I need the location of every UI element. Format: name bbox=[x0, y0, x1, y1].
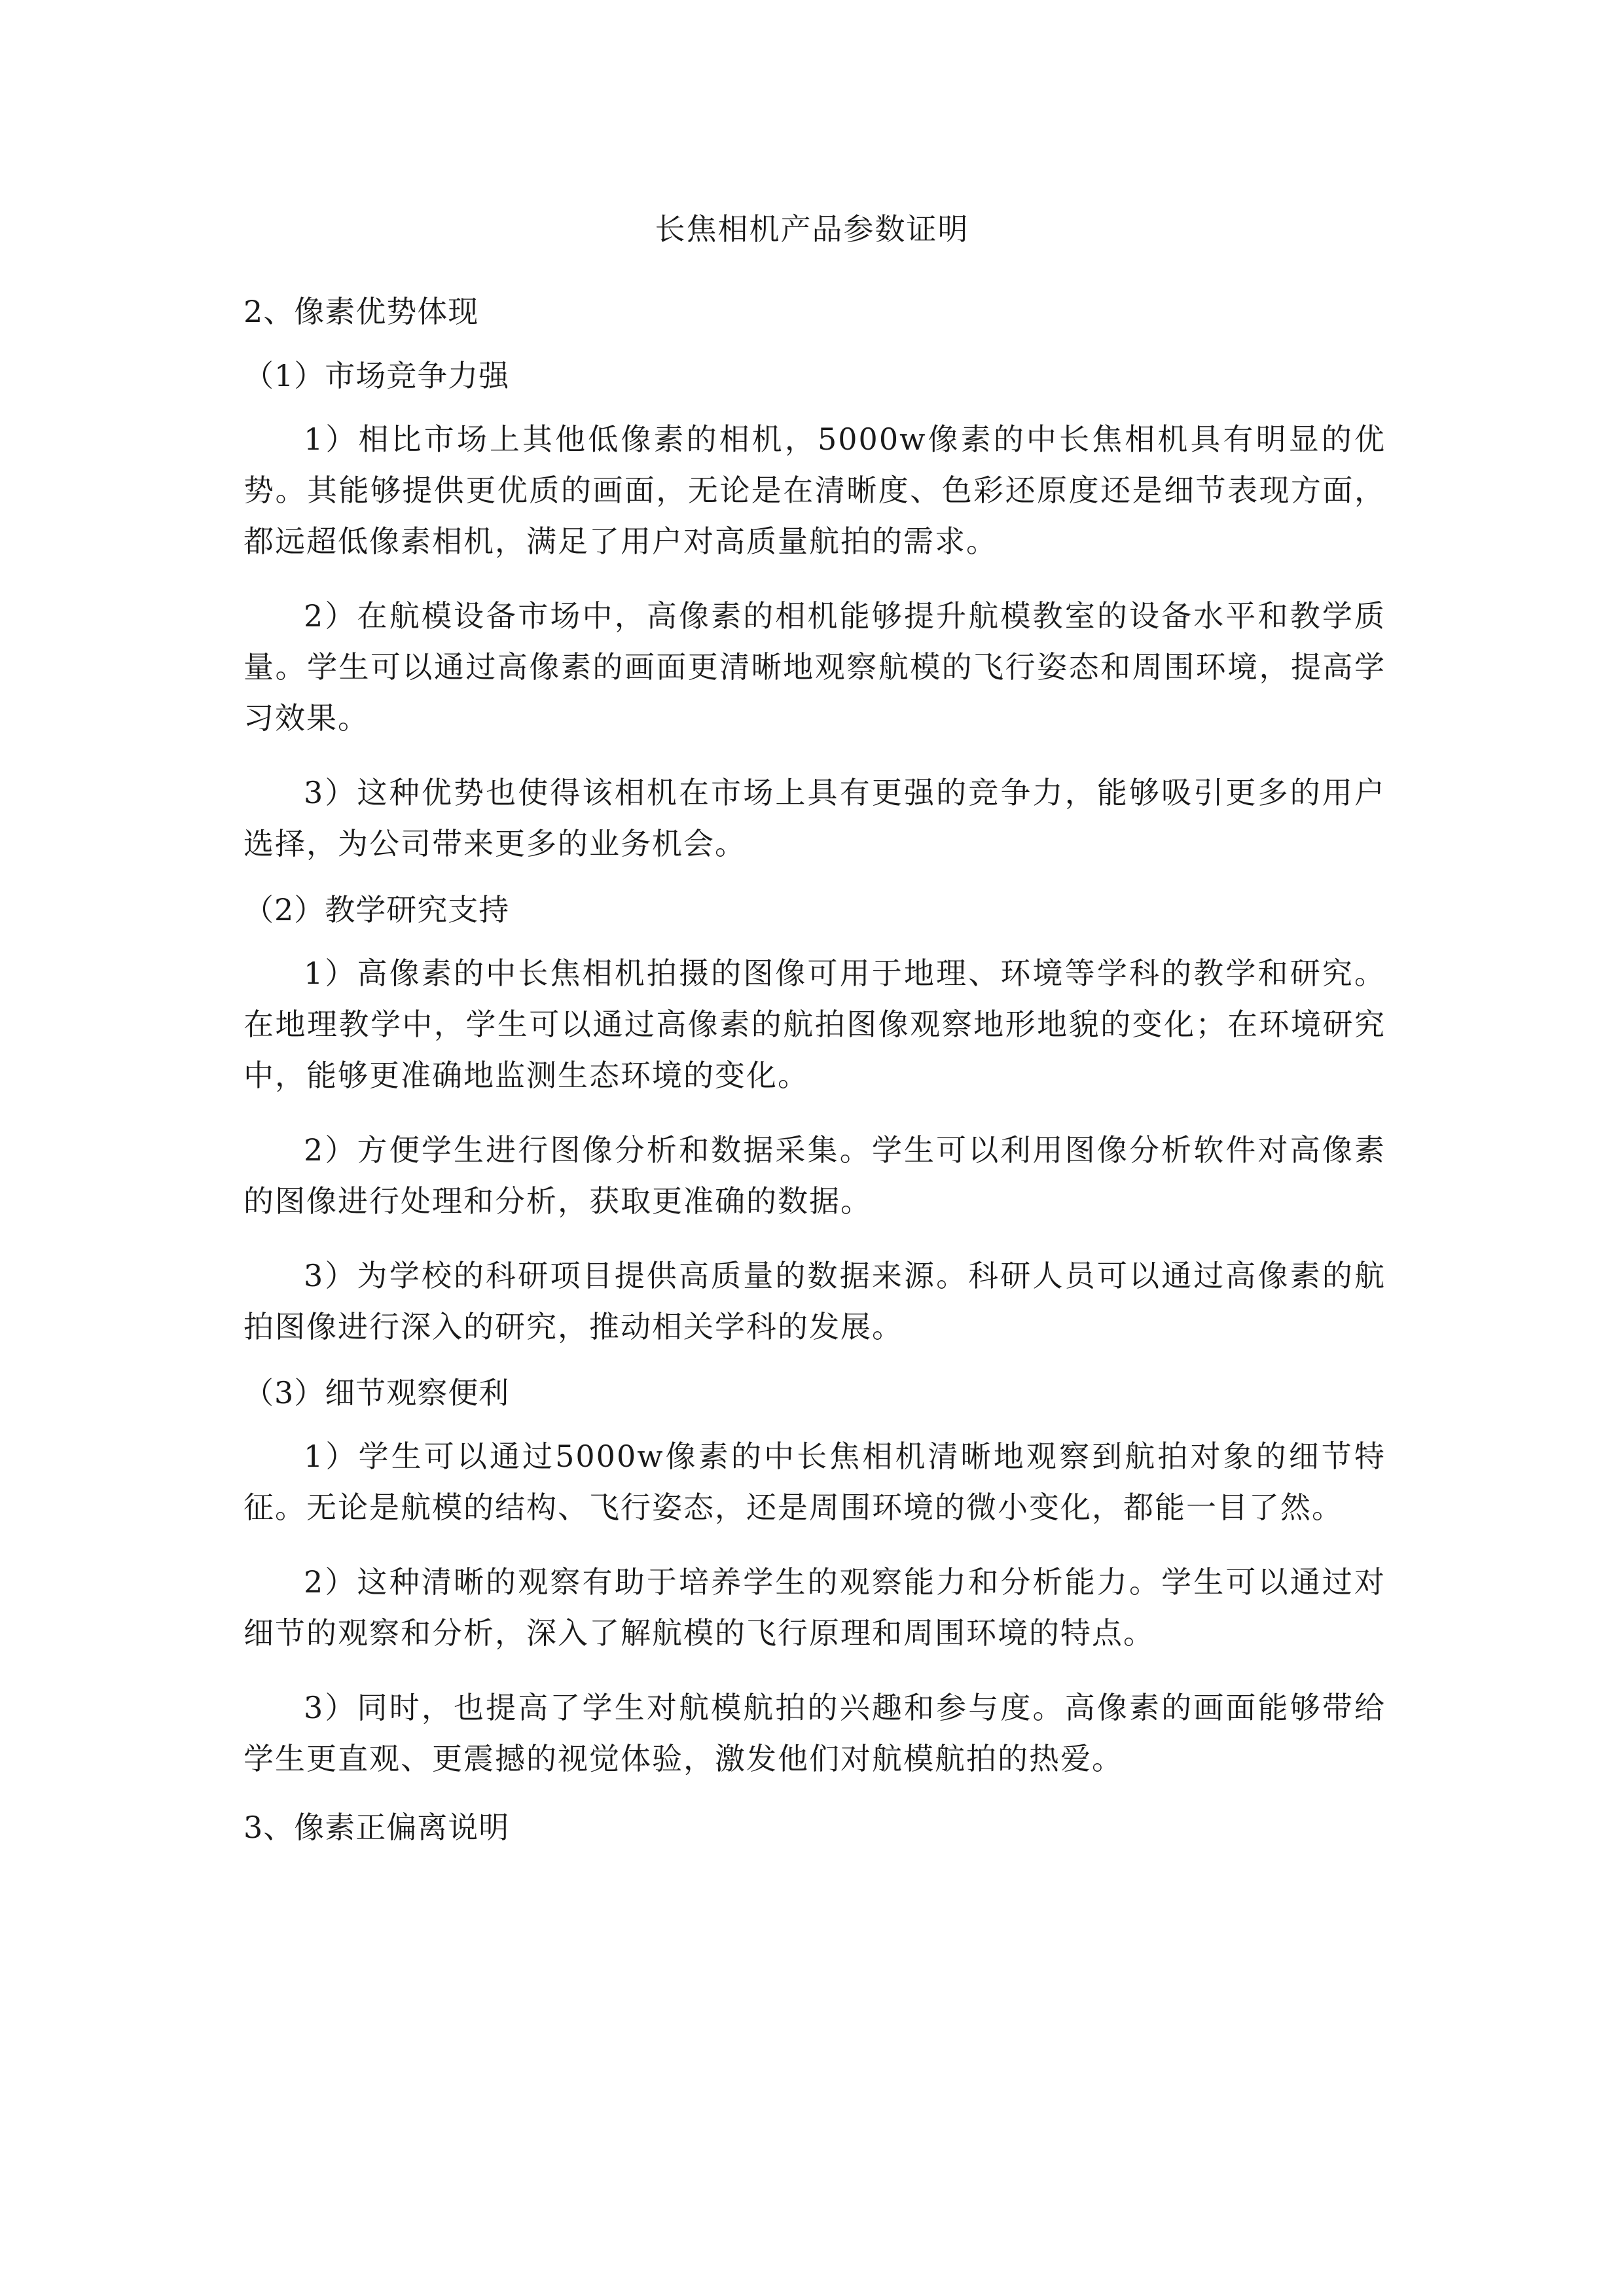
paragraph: 2）在航模设备市场中，高像素的相机能够提升航模教室的设备水平和教学质量。学生可以通过高像素的画面更清晰地观察航模的飞行姿态和周围环境，提高学习效果。 bbox=[244, 598, 1386, 736]
paragraph: 3）为学校的科研项目提供高质量的数据来源。科研人员可以通过高像素的航拍图像进行深入的研究，推动相关学科的发展。 bbox=[244, 1258, 1386, 1344]
document-title: 长焦相机产品参数证明 bbox=[655, 211, 969, 247]
paragraph: 1）高像素的中长焦相机拍摄的图像可用于地理、环境等学科的教学和研究。在地理教学中，学生可以通过高像素的航拍图像观察地形地貌的变化；在环境研究中，能够更准确地监测生态环境的变化。 bbox=[244, 956, 1386, 1093]
document-body bbox=[244, 291, 1386, 1871]
subsection-heading: （1）市场竞争力强 bbox=[244, 358, 510, 393]
subsection-heading: （3）细节观察便利 bbox=[244, 1375, 510, 1410]
paragraph: 1）相比市场上其他低像素的相机，5000w像素的中长焦相机具有明显的优势。其能够提供更优质的画面，无论是在清晰度、色彩还原度还是细节表现方面，都远超低像素相机，满足了用户对高质量航拍的需求。 bbox=[244, 422, 1386, 559]
subsection-heading: （2）教学研究支持 bbox=[244, 892, 510, 927]
paragraph: 3）同时，也提高了学生对航模航拍的兴趣和参与度。高像素的画面能够带给学生更直观、更震撼的视觉体验，激发他们对航模航拍的热爱。 bbox=[244, 1690, 1386, 1776]
section-heading: 3、像素正偏离说明 bbox=[244, 1810, 510, 1845]
paragraph: 1）学生可以通过5000w像素的中长焦相机清晰地观察到航拍对象的细节特征。无论是航模的结构、飞行姿态，还是周围环境的微小变化，都能一目了然。 bbox=[244, 1439, 1386, 1525]
paragraph: 2）方便学生进行图像分析和数据采集。学生可以利用图像分析软件对高像素的图像进行处理和分析，获取更准确的数据。 bbox=[244, 1132, 1386, 1219]
paragraph: 2）这种清晰的观察有助于培养学生的观察能力和分析能力。学生可以通过对细节的观察和分析，深入了解航模的飞行原理和周围环境的特点。 bbox=[244, 1564, 1386, 1651]
paragraph: 3）这种优势也使得该相机在市场上具有更强的竞争力，能够吸引更多的用户选择，为公司带来更多的业务机会。 bbox=[244, 775, 1386, 861]
section-heading: 2、像素优势体现 bbox=[244, 294, 479, 329]
